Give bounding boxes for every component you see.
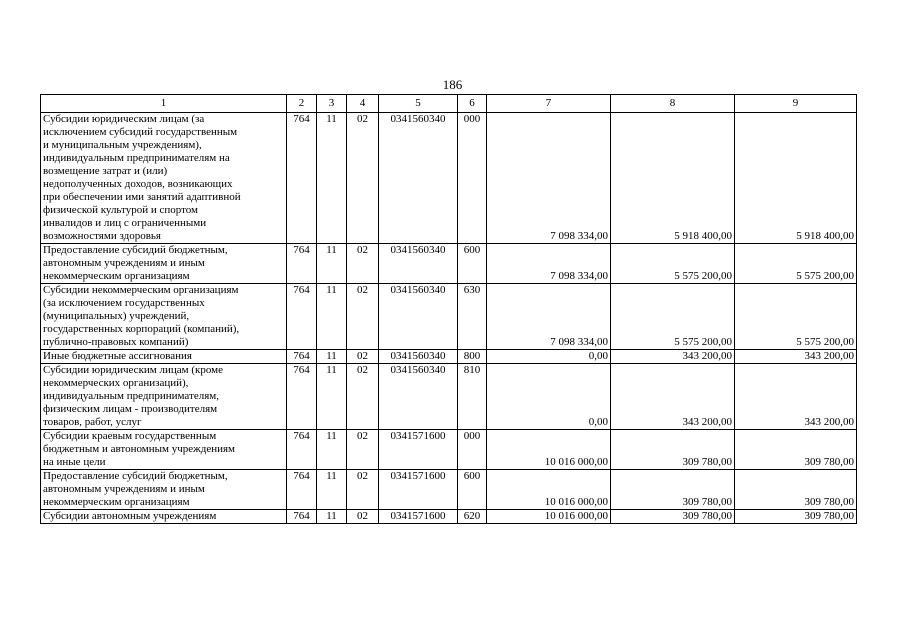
expense-type-cell: 630 xyxy=(458,284,487,350)
amount-col8-cell: 5 918 400,00 xyxy=(611,113,735,244)
table-row xyxy=(41,430,857,470)
ministry-code-cell: 764 xyxy=(287,430,317,470)
subsection-code-cell: 02 xyxy=(347,510,379,524)
amount-col7-cell: 7 098 334,00 xyxy=(487,113,611,244)
table-row xyxy=(41,364,857,430)
header-row xyxy=(41,95,857,113)
item-name-line: товаров, работ, услуг xyxy=(43,416,142,428)
amount-col7-cell: 10 016 000,00 xyxy=(487,470,611,510)
column-header-6: 6 xyxy=(458,95,487,113)
ministry-code-cell: 764 xyxy=(287,244,317,284)
item-name-line: возмещение затрат и (или) xyxy=(43,165,168,177)
item-name-cell xyxy=(41,510,287,524)
amount-col7-cell: 0,00 xyxy=(487,364,611,430)
item-name-line: автономным учреждениям и иным xyxy=(43,257,205,269)
target-code-cell: 0341571600 xyxy=(379,430,458,470)
amount-col7-cell: 10 016 000,00 xyxy=(487,430,611,470)
target-code-cell: 0341560340 xyxy=(379,284,458,350)
item-name-line: и муниципальным учреждениям), xyxy=(43,139,202,151)
item-name-line: инвалидов и лиц с ограниченными xyxy=(43,217,207,229)
subsection-code-cell: 02 xyxy=(347,350,379,364)
item-name-line: Субсидии краевым государственным xyxy=(43,430,217,442)
amount-col7-cell: 7 098 334,00 xyxy=(487,284,611,350)
target-code-cell: 0341571600 xyxy=(379,510,458,524)
item-name-line: некоммерческим организациям xyxy=(43,270,190,282)
column-header-2: 2 xyxy=(287,95,317,113)
ministry-code-cell: 764 xyxy=(287,364,317,430)
amount-col9-cell: 5 575 200,00 xyxy=(735,284,857,350)
amount-col7-cell: 10 016 000,00 xyxy=(487,510,611,524)
expense-type-cell: 000 xyxy=(458,113,487,244)
item-name-line: некоммерческих организаций), xyxy=(43,377,189,389)
ministry-code-cell: 764 xyxy=(287,470,317,510)
table-row xyxy=(41,284,857,350)
column-header-5: 5 xyxy=(379,95,458,113)
amount-col9-cell: 343 200,00 xyxy=(735,350,857,364)
table-row xyxy=(41,113,857,244)
amount-col9-cell: 309 780,00 xyxy=(735,510,857,524)
expense-type-cell: 600 xyxy=(458,470,487,510)
amount-col7-cell: 7 098 334,00 xyxy=(487,244,611,284)
item-name-line: при обеспечении ими занятий адаптивной xyxy=(43,191,241,203)
amount-col8-cell: 5 575 200,00 xyxy=(611,284,735,350)
item-name-line: Предоставление субсидий бюджетным, xyxy=(43,470,228,482)
item-name-line: автономным учреждениям и иным xyxy=(43,483,205,495)
item-name-line: Субсидии юридическим лицам (за xyxy=(43,113,205,125)
amount-col8-cell: 5 575 200,00 xyxy=(611,244,735,284)
table-row xyxy=(41,470,857,510)
item-name-cell xyxy=(41,284,287,350)
expense-type-cell: 000 xyxy=(458,430,487,470)
section-code-cell: 11 xyxy=(317,470,347,510)
target-code-cell: 0341560340 xyxy=(379,364,458,430)
amount-col9-cell: 309 780,00 xyxy=(735,470,857,510)
expense-type-cell: 600 xyxy=(458,244,487,284)
subsection-code-cell: 02 xyxy=(347,284,379,350)
expense-type-cell: 620 xyxy=(458,510,487,524)
item-name-cell xyxy=(41,364,287,430)
amount-col9-cell: 5 918 400,00 xyxy=(735,113,857,244)
item-name-line: (за исключением государственных xyxy=(43,297,205,309)
section-code-cell: 11 xyxy=(317,113,347,244)
target-code-cell: 0341571600 xyxy=(379,470,458,510)
item-name-line: Субсидии некоммерческим организациям xyxy=(43,284,239,296)
item-name-line: физическим лицам - производителям xyxy=(43,403,218,415)
section-code-cell: 11 xyxy=(317,244,347,284)
section-code-cell: 11 xyxy=(317,284,347,350)
target-code-cell: 0341560340 xyxy=(379,350,458,364)
table-row xyxy=(41,510,857,524)
subsection-code-cell: 02 xyxy=(347,364,379,430)
ministry-code-cell: 764 xyxy=(287,350,317,364)
item-name-line: некоммерческим организациям xyxy=(43,496,190,508)
amount-col8-cell: 343 200,00 xyxy=(611,350,735,364)
item-name-line: возможностями здоровья xyxy=(43,230,161,242)
subsection-code-cell: 02 xyxy=(347,113,379,244)
amount-col8-cell: 343 200,00 xyxy=(611,364,735,430)
table-row xyxy=(41,350,857,364)
amount-col9-cell: 309 780,00 xyxy=(735,430,857,470)
section-code-cell: 11 xyxy=(317,510,347,524)
subsection-code-cell: 02 xyxy=(347,470,379,510)
column-header-1: 1 xyxy=(41,95,287,113)
amount-col8-cell: 309 780,00 xyxy=(611,510,735,524)
target-code-cell: 0341560340 xyxy=(379,113,458,244)
item-name-cell xyxy=(41,244,287,284)
item-name-line: бюджетным и автономным учреждениям xyxy=(43,443,236,455)
item-name-line: исключением субсидий государственным xyxy=(43,126,238,138)
item-name-line: на иные цели xyxy=(43,456,106,468)
amount-col7-cell: 0,00 xyxy=(487,350,611,364)
page-number: 186 xyxy=(442,77,463,92)
item-name-line: публично-правовых компаний) xyxy=(43,336,189,348)
section-code-cell: 11 xyxy=(317,364,347,430)
column-header-4: 4 xyxy=(347,95,379,113)
item-name-cell xyxy=(41,350,287,364)
column-header-9: 9 xyxy=(735,95,857,113)
column-header-7: 7 xyxy=(487,95,611,113)
expense-type-cell: 810 xyxy=(458,364,487,430)
amount-col8-cell: 309 780,00 xyxy=(611,430,735,470)
item-name-line: Субсидии автономным учреждениям xyxy=(43,510,217,522)
item-name-cell xyxy=(41,430,287,470)
item-name-line: физической культурой и спортом xyxy=(43,204,199,216)
item-name-cell xyxy=(41,113,287,244)
column-header-8: 8 xyxy=(611,95,735,113)
item-name-line: Предоставление субсидий бюджетным, xyxy=(43,244,228,256)
item-name-line: индивидуальным предпринимателям на xyxy=(43,152,230,164)
ministry-code-cell: 764 xyxy=(287,284,317,350)
amount-col8-cell: 309 780,00 xyxy=(611,470,735,510)
item-name-cell xyxy=(41,470,287,510)
amount-col9-cell: 5 575 200,00 xyxy=(735,244,857,284)
table-row xyxy=(41,244,857,284)
target-code-cell: 0341560340 xyxy=(379,244,458,284)
ministry-code-cell: 764 xyxy=(287,113,317,244)
item-name-line: государственных корпораций (компаний), xyxy=(43,323,240,335)
amount-col9-cell: 343 200,00 xyxy=(735,364,857,430)
item-name-line: (муниципальных) учреждений, xyxy=(43,310,190,322)
ministry-code-cell: 764 xyxy=(287,510,317,524)
expense-type-cell: 800 xyxy=(458,350,487,364)
budget-table xyxy=(40,94,857,524)
subsection-code-cell: 02 xyxy=(347,430,379,470)
subsection-code-cell: 02 xyxy=(347,244,379,284)
table-body xyxy=(41,113,857,524)
item-name-line: Субсидии юридическим лицам (кроме xyxy=(43,364,224,376)
section-code-cell: 11 xyxy=(317,350,347,364)
section-code-cell: 11 xyxy=(317,430,347,470)
item-name-line: индивидуальным предпринимателям, xyxy=(43,390,219,402)
item-name-line: недополученных доходов, возникающих xyxy=(43,178,233,190)
item-name-line: Иные бюджетные ассигнования xyxy=(43,350,192,362)
column-header-3: 3 xyxy=(317,95,347,113)
